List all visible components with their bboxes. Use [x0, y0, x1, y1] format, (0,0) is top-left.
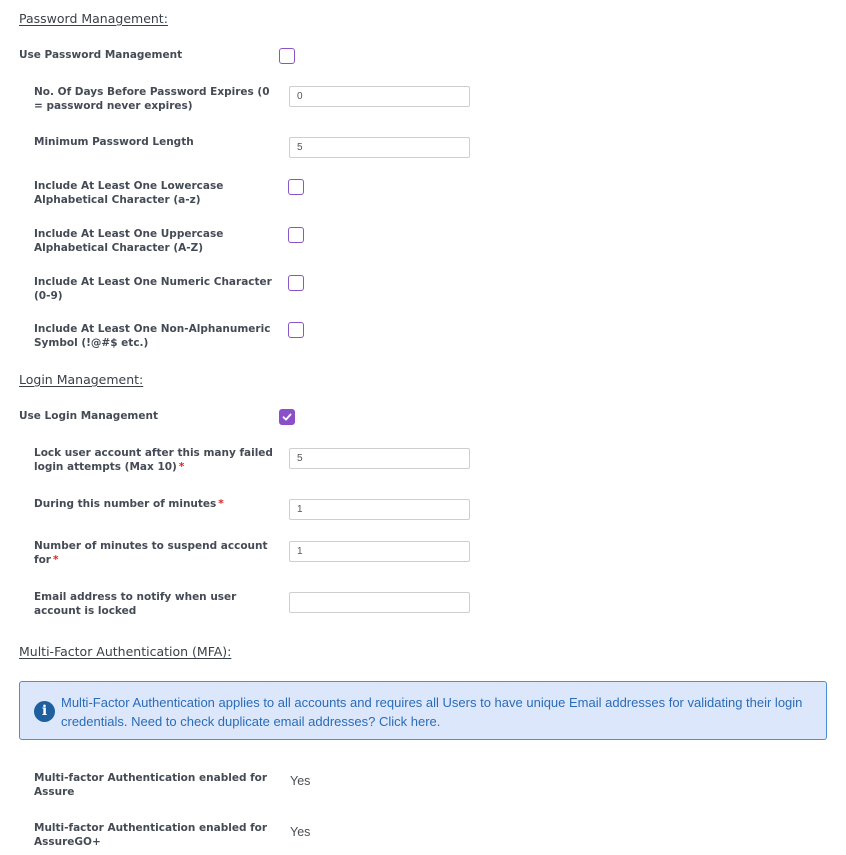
min-password-length-input[interactable] — [289, 137, 470, 158]
mfa-assure-value: Yes — [290, 774, 311, 788]
rule-uppercase-label: Include At Least One Uppercase Alphabetical Character (A-Z) — [34, 228, 224, 254]
password-expiry-input[interactable] — [289, 86, 470, 107]
mfa-info-text — [61, 693, 811, 731]
mfa-title: Multi-Factor Authentication (MFA): — [19, 644, 232, 659]
login-management-title: Login Management: — [19, 372, 144, 387]
suspend-minutes-label — [34, 539, 274, 567]
rule-symbol-checkbox[interactable] — [288, 322, 304, 338]
lock-after-text: Lock user account after this many failed login attempts (Max 10) — [34, 447, 273, 473]
check-duplicates-link[interactable]: here — [410, 714, 437, 729]
during-minutes-label — [34, 497, 274, 511]
mfa-assurego-label: Multi-factor Authentication enabled for AssureGO+ — [34, 822, 268, 848]
mfa-assurego-value: Yes — [290, 825, 311, 839]
required-mark: * — [218, 498, 224, 510]
checkmark-icon — [282, 412, 292, 422]
required-mark: * — [178, 461, 185, 473]
password-expiry-label: No. Of Days Before Password Expires (0 = password never expires) — [34, 86, 270, 112]
during-minutes-text: During this number of minutes — [34, 498, 217, 510]
min-password-length-label: Minimum Password Length — [34, 136, 194, 148]
use-login-management-label: Use Login Management — [19, 410, 158, 422]
rule-uppercase-checkbox[interactable] — [288, 227, 304, 243]
rule-lowercase-label: Include At Least One Lowercase Alphabetical Character (a-z) — [34, 180, 224, 206]
suspend-minutes-text: Number of minutes to suspend account for — [34, 540, 268, 566]
notify-email-label: Email address to notify when user account is locked — [34, 591, 237, 617]
lock-after-input[interactable] — [289, 448, 470, 469]
rule-symbol-label: Include At Least One Non-Alphanumeric Symbol (!@#$ etc.) — [34, 323, 271, 349]
use-password-management-checkbox[interactable] — [279, 48, 295, 64]
mfa-info-message: Multi-Factor Authentication applies to all accounts and requires all Users to have unique Email addresses for validating their login credentials. Need to check duplicate email addresses? Click — [61, 695, 803, 729]
password-management-title: Password Management: — [19, 11, 168, 26]
info-icon: i — [34, 701, 55, 722]
mfa-assure-label: Multi-factor Authentication enabled for Assure — [34, 772, 268, 798]
lock-after-label — [34, 446, 274, 474]
use-password-management-label: Use Password Management — [19, 49, 183, 61]
use-login-management-checkbox[interactable] — [279, 409, 295, 425]
rule-lowercase-checkbox[interactable] — [288, 179, 304, 195]
suspend-minutes-input[interactable] — [289, 541, 470, 562]
mfa-info-end: . — [436, 714, 441, 729]
during-minutes-input[interactable] — [289, 499, 470, 520]
notify-email-input[interactable] — [289, 592, 470, 613]
rule-numeric-checkbox[interactable] — [288, 275, 304, 291]
required-mark: * — [52, 554, 59, 566]
rule-numeric-label: Include At Least One Numeric Character (0-9) — [34, 276, 272, 302]
mfa-info-alert — [19, 681, 827, 740]
